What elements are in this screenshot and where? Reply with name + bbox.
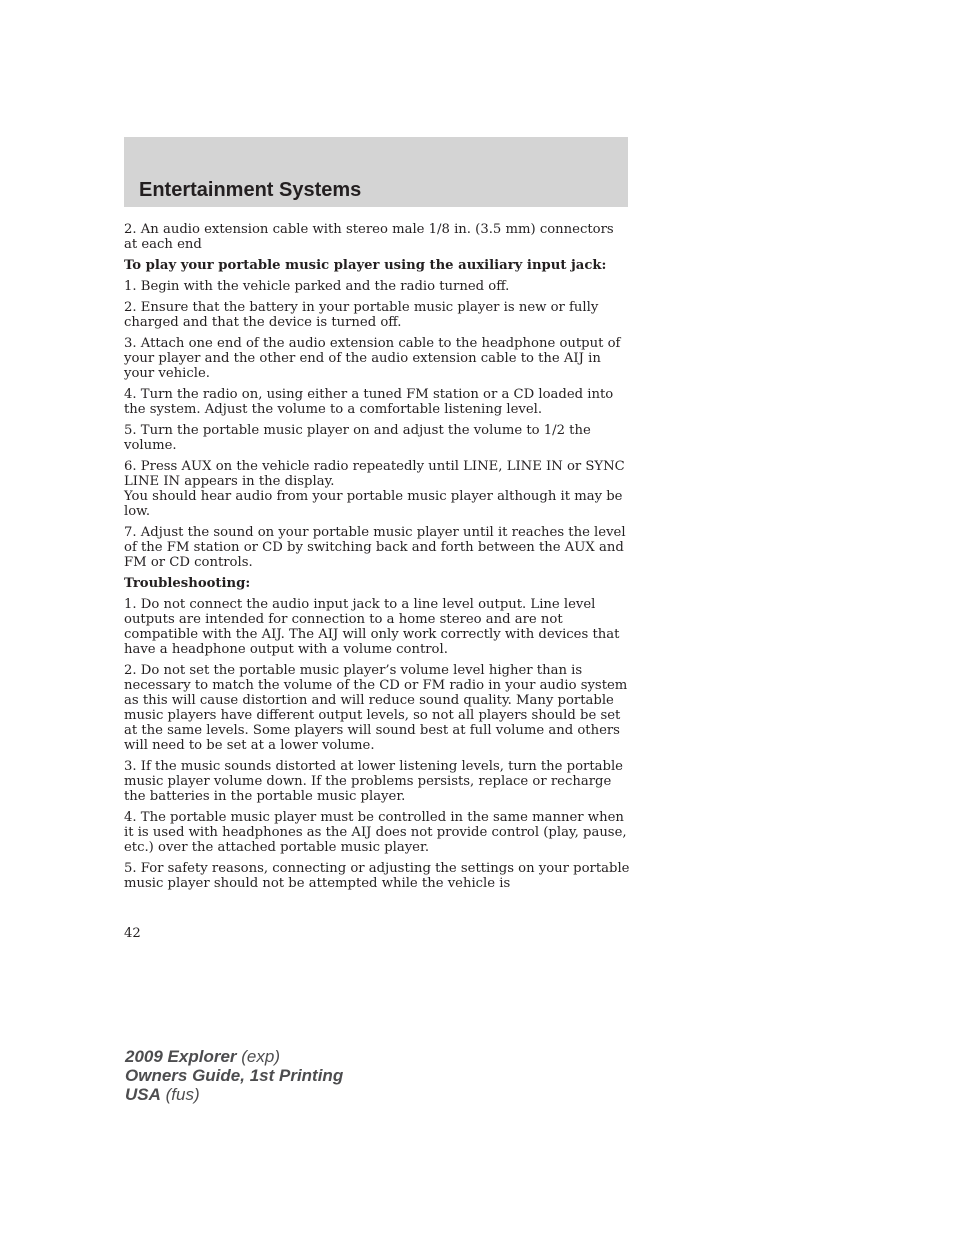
step: 7. Adjust the sound on your portable music player until it reaches the level of the FM station or CD by switching back and forth between the AUX and FM or CD controls. — [124, 525, 626, 570]
instructions-heading: To play your portable music player using the auxiliary input jack: — [124, 258, 607, 273]
body-text — [124, 222, 630, 897]
paragraph: You should hear audio from your portable music player although it may be low. — [124, 489, 623, 519]
footer — [125, 1047, 343, 1104]
step: 6. Press AUX on the vehicle radio repeatedly until LINE, LINE IN or SYNC LINE IN appears in the display. — [124, 459, 625, 489]
footer-market-code: (fus) — [165, 1085, 200, 1104]
step: 1. Begin with the vehicle parked and the radio turned off. — [124, 279, 510, 294]
troubleshooting-heading: Troubleshooting: — [124, 576, 251, 591]
tip: 2. Do not set the portable music player’s volume level higher than is necessary to match the volume of the CD or FM radio in your audio system as this will cause distortion and will reduce sound quality. Many portable music players have different output levels, so not all players should be set at the same levels. Some players will sound best at full volume and others will need to be set at a lower volume. — [124, 663, 628, 753]
section-header-band — [124, 137, 628, 207]
tip: 5. For safety reasons, connecting or adjusting the settings on your portable music player should not be attempted while the vehicle is — [124, 861, 630, 891]
footer-model-code: (exp) — [241, 1047, 280, 1066]
page-number: 42 — [124, 926, 141, 941]
section-title: Entertainment Systems — [139, 179, 362, 201]
tip: 3. If the music sounds distorted at lower listening levels, turn the portable music player volume down. If the problems persists, replace or recharge the batteries in the portable music player. — [124, 759, 623, 804]
paragraph: 2. An audio extension cable with stereo male 1/8 in. (3.5 mm) connectors at each end — [124, 222, 614, 252]
step: 2. Ensure that the battery in your portable music player is new or fully charged and that the device is turned off. — [124, 300, 599, 330]
step: 5. Turn the portable music player on and adjust the volume to 1/2 the volume. — [124, 423, 591, 453]
tip: 4. The portable music player must be controlled in the same manner when it is used with headphones as the AIJ does not provide control (play, pause, etc.) over the attached portable music player. — [124, 810, 627, 855]
footer-line-1 — [125, 1047, 343, 1066]
tip: 1. Do not connect the audio input jack to a line level output. Line level outputs are intended for connection to a home stereo and are not compatible with the AIJ. The AIJ will only work correctly with devices that have a headphone output with a volume control. — [124, 597, 620, 657]
step: 4. Turn the radio on, using either a tuned FM station or a CD loaded into the system. Adjust the volume to a comfortable listening level. — [124, 387, 614, 417]
footer-line-3 — [125, 1085, 343, 1104]
footer-model: 2009 Explorer — [125, 1047, 237, 1066]
footer-market: USA — [125, 1085, 161, 1104]
footer-printing: Owners Guide, 1st Printing — [125, 1066, 344, 1085]
step: 3. Attach one end of the audio extension cable to the headphone output of your player and the other end of the audio extension cable to the AIJ in your vehicle. — [124, 336, 621, 381]
